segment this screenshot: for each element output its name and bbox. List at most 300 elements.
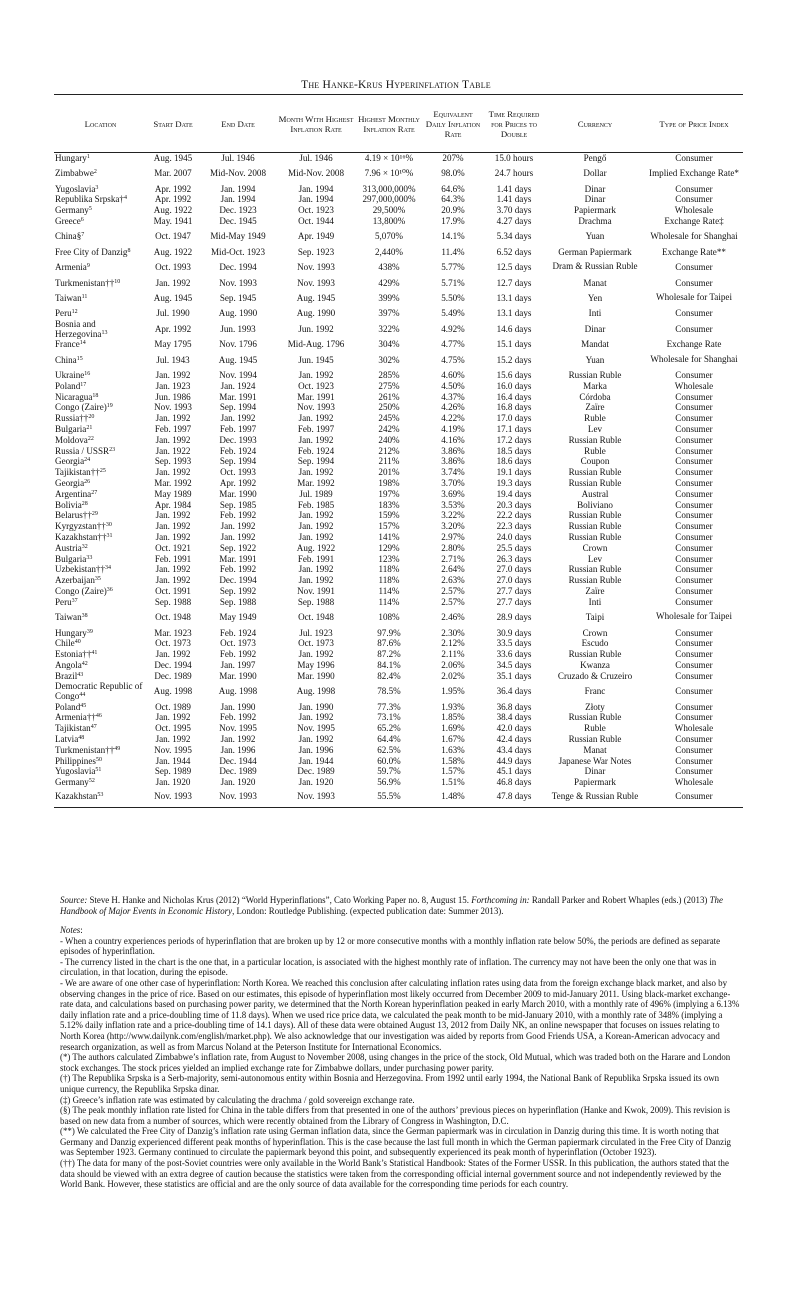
- cell-daily-rate: 2.06%: [441, 659, 465, 670]
- cell-daily-rate: 20.9%: [441, 205, 465, 216]
- cell-price-index: Consumer: [675, 308, 713, 319]
- table-row: [54, 413, 743, 424]
- note-item: - The currency listed in the chart is the one that, in a particular location, is associated with the highest monthly rate of inflation. The currency may not have been the only one that was in circulation, in that location, during the episode.: [60, 956, 717, 978]
- cell-daily-rate: 4.92%: [441, 323, 465, 334]
- cell-peak-month: Jul. 1989: [299, 488, 333, 499]
- cell-peak-month: Jan. 1990: [298, 701, 334, 712]
- cell-currency: Tenge & Russian Ruble: [545, 788, 645, 808]
- footnote-marker: 38: [81, 613, 88, 620]
- col-header-daily-rate: Equivalent Daily Inflation Rate: [423, 95, 483, 153]
- cell-doubling-time: 45.1 days: [496, 766, 532, 777]
- cell-peak-month: Jan. 1994: [298, 194, 334, 205]
- cell-peak-month: Aug. 1998: [296, 686, 336, 697]
- cell-currency: Córdoba: [579, 391, 611, 402]
- cell-start-date: Aug. 1922: [153, 205, 193, 216]
- cell-currency: Ruble: [584, 445, 606, 456]
- cell-location: [54, 434, 147, 445]
- cell-daily-rate: 64.3%: [441, 194, 465, 205]
- table-row: [54, 257, 743, 277]
- cell-start-date: Apr. 1984: [154, 499, 192, 510]
- cell-location: [54, 257, 147, 277]
- cell-price-index: Consumer: [675, 733, 713, 744]
- cell-daily-rate: 1.67%: [441, 733, 465, 744]
- cell-peak-month: Nov. 1995: [297, 723, 335, 734]
- cell-currency: Russian Ruble: [568, 434, 622, 445]
- cell-location: [54, 553, 147, 564]
- cell-end-date: Sep. 1945: [219, 293, 257, 304]
- cell-currency: Pengő: [583, 153, 607, 164]
- cell-price-index: Consumer: [675, 445, 713, 456]
- cell-monthly-rate: 429%: [378, 277, 400, 288]
- cell-monthly-rate: 313,000,000%: [362, 183, 416, 194]
- cell-price-index: Consumer: [675, 755, 713, 766]
- note-item: - When a country experiences periods of hyperinflation that are broken up by 12 or more consecutive months with a monthly inflation rate below 50%, the periods are defined as separate episodes of hyperinflation.: [60, 935, 721, 957]
- cell-doubling-time: 4.27 days: [496, 216, 532, 227]
- cell-price-index: Consumer: [675, 153, 713, 164]
- cell-price-index: Consumer: [675, 575, 713, 586]
- cell-doubling-time: 47.8 days: [483, 788, 545, 808]
- cell-peak-month: Nov. 1993: [297, 402, 335, 413]
- table-row: [54, 712, 743, 723]
- cell-daily-rate: 4.26%: [441, 402, 465, 413]
- location-name: Republika Srpska†: [55, 194, 124, 205]
- cell-daily-rate: 4.60%: [441, 370, 465, 381]
- footnote-marker: 49: [114, 745, 121, 752]
- cell-doubling-time: 22.2 days: [496, 510, 532, 521]
- cell-end-date: Jan. 1992: [220, 413, 256, 424]
- col-header-end-date: End Date: [199, 95, 277, 153]
- location-name: Germany: [55, 777, 89, 788]
- footnote-marker: 26: [84, 479, 91, 486]
- cell-daily-rate: 2.71%: [441, 553, 465, 564]
- cell-location: [54, 734, 147, 745]
- cell-start-date: Oct. 1973: [155, 638, 191, 649]
- footnote-marker: 11: [81, 294, 88, 301]
- cell-location: [54, 575, 147, 586]
- cell-doubling-time: 34.5 days: [496, 659, 532, 670]
- footnote-marker: 22: [87, 435, 94, 442]
- cell-doubling-time: 33.5 days: [496, 638, 532, 649]
- cell-location: [54, 607, 147, 627]
- location-name: Peru: [55, 596, 72, 607]
- cell-peak-month: Jan. 1992: [298, 467, 334, 478]
- cell-monthly-rate: 118%: [378, 575, 400, 586]
- notes-label: Notes: [60, 925, 81, 935]
- cell-currency: Russian Ruble: [568, 564, 622, 575]
- cell-start-date: Oct. 1991: [155, 586, 191, 596]
- cell-start-date: Sep. 1988: [154, 596, 192, 607]
- location-name: Brazil: [55, 670, 78, 681]
- table-row: [54, 564, 743, 575]
- cell-peak-month: Jun. 1992: [298, 323, 334, 334]
- table-row: [54, 488, 743, 499]
- location-name: Russia / USSR: [55, 445, 110, 456]
- location-name: Taiwan: [55, 293, 82, 304]
- table-row: [54, 510, 743, 521]
- cell-start-date: Jul. 1943: [156, 354, 190, 365]
- cell-peak-month: Sep. 1923: [297, 246, 335, 257]
- cell-peak-month: Jan. 1994: [298, 183, 334, 194]
- cell-end-date: Aug. 1998: [218, 686, 258, 697]
- cell-start-date: Oct. 1993: [155, 262, 191, 273]
- location-name: Austria: [55, 542, 82, 553]
- cell-end-date: Jan. 1994: [220, 183, 256, 194]
- cell-currency: Manat: [583, 744, 607, 755]
- cell-peak-month: Oct. 1948: [298, 612, 334, 623]
- cell-end-date: Jan. 1997: [220, 659, 256, 670]
- cell-start-date: Feb. 1991: [154, 553, 192, 564]
- cell-currency: Ruble: [584, 413, 606, 424]
- cell-start-date: Aug. 1998: [153, 686, 193, 697]
- cell-location: [54, 499, 147, 510]
- cell-currency: Dollar: [583, 168, 607, 179]
- cell-doubling-time: 1.41 days: [496, 194, 532, 205]
- cell-monthly-rate: 198%: [378, 478, 400, 489]
- table-row: [54, 216, 743, 227]
- cell-location: [54, 413, 147, 424]
- location-name: Azerbaijan: [55, 575, 95, 586]
- cell-doubling-time: 18.5 days: [496, 445, 532, 456]
- cell-price-index: Consumer: [675, 542, 713, 553]
- cell-daily-rate: 3.86%: [441, 456, 465, 467]
- cell-currency: Drachma: [578, 216, 612, 227]
- cell-currency: Mandat: [581, 339, 609, 350]
- cell-monthly-rate: 285%: [378, 370, 400, 381]
- cell-location: [54, 456, 147, 467]
- cell-price-index: Wholesale: [674, 380, 714, 391]
- cell-doubling-time: 12.7 days: [496, 277, 532, 288]
- table-row: [54, 755, 743, 766]
- cell-price-index: Consumer: [675, 262, 713, 273]
- location-name: Yugoslavia: [55, 766, 96, 777]
- cell-doubling-time: 19.4 days: [496, 488, 532, 499]
- cell-monthly-rate: 59.7%: [377, 766, 401, 777]
- cell-peak-month: Feb. 1985: [297, 499, 335, 510]
- cell-monthly-rate: 201%: [378, 467, 400, 478]
- table-row: [54, 586, 743, 597]
- cell-currency: Japanese War Notes: [558, 755, 632, 766]
- cell-monthly-rate: 2,440%: [374, 246, 404, 257]
- cell-doubling-time: 27.7 days: [496, 596, 532, 607]
- cell-doubling-time: 33.6 days: [496, 649, 532, 660]
- cell-currency: Russian Ruble: [568, 575, 622, 586]
- location-name: Tajikistan††: [55, 467, 100, 478]
- footnote-marker: 37: [71, 597, 78, 604]
- cell-daily-rate: 17.9%: [441, 216, 465, 227]
- cell-end-date: Dec. 1989: [219, 766, 257, 777]
- cell-doubling-time: 5.34 days: [496, 231, 532, 242]
- cell-monthly-rate: 197%: [378, 488, 400, 499]
- table-row: [54, 391, 743, 402]
- header-row: [54, 95, 743, 153]
- table-row: [54, 788, 743, 808]
- cell-price-index: Consumer: [675, 478, 713, 489]
- cell-location: [54, 153, 147, 164]
- cell-currency: Russian Ruble: [568, 467, 622, 478]
- cell-end-date: Mid-Nov. 2008: [210, 168, 266, 179]
- cell-price-index: Exchange Rate: [666, 339, 722, 350]
- cell-peak-month: Feb. 1997: [297, 424, 335, 435]
- cell-start-date: Oct. 1995: [155, 723, 191, 734]
- location-name: Congo (Zaire): [55, 586, 107, 596]
- cell-start-date: Mar. 2007: [154, 168, 192, 179]
- cell-currency: Dram & Russian Ruble: [552, 261, 638, 272]
- cell-location: [54, 596, 147, 607]
- note-item: (§) The peak monthly inflation rate listed for China in the table differs from that presented in one of the authors’ previous pieces on hyperinflation (Hanke and Kwok, 2009). This revision is based on new data from a number of sources, which were recently obtained from the Library of Congress in Washington, D.C.: [60, 1105, 730, 1126]
- cell-daily-rate: 64.6%: [441, 183, 465, 194]
- table-row: [54, 777, 743, 788]
- location-name: Poland: [55, 380, 81, 391]
- cell-start-date: May 1989: [154, 488, 192, 499]
- cell-daily-rate: 4.75%: [441, 354, 465, 365]
- cell-end-date: Dec. 1945: [219, 216, 257, 227]
- cell-monthly-rate: 245%: [378, 413, 400, 424]
- cell-peak-month: Nov. 1993: [297, 262, 335, 273]
- table-row: [54, 163, 743, 183]
- cell-monthly-rate: 297,000,000%: [362, 194, 416, 205]
- cell-monthly-rate: 65.2%: [377, 723, 401, 734]
- cell-monthly-rate: 108%: [378, 612, 400, 623]
- location-name: Armenia: [55, 262, 87, 273]
- cell-end-date: Mar. 1991: [219, 553, 257, 564]
- cell-monthly-rate: 123%: [378, 553, 400, 564]
- cell-currency: German Papiermark: [558, 246, 632, 257]
- footnote-marker: 24: [84, 457, 91, 464]
- cell-start-date: Jan. 1944: [155, 755, 191, 766]
- cell-doubling-time: 20.3 days: [496, 499, 532, 510]
- footnote-marker: 34: [105, 565, 112, 572]
- cell-location: [54, 532, 147, 543]
- cell-price-index: Consumer: [675, 194, 713, 205]
- table-row: [54, 445, 743, 456]
- table-row: [54, 226, 743, 246]
- location-name: Congo (Zaire): [55, 402, 107, 413]
- cell-peak-month: Jan. 1992: [298, 575, 334, 586]
- note-item: (††) The data for many of the post-Soviet countries were only available in the World Bank’s Statistical Handbook: States of the Former USSR. In this publication, the authors stated that the data should be viewed with an extra degree of caution because the statistics were taken from the corresponding official internal government source and not independently reviewed by the World Bank. However, these statistics are official and are the only source of data available for the corresponding time periods for each country.: [60, 1158, 729, 1190]
- cell-location: [54, 542, 147, 553]
- table-title: The Hanke-Krus Hyperinflation Table: [301, 79, 491, 91]
- cell-doubling-time: 46.8 days: [496, 777, 532, 788]
- table-row: [54, 499, 743, 510]
- cell-doubling-time: 6.52 days: [496, 246, 532, 257]
- cell-location: [54, 627, 147, 638]
- cell-start-date: Jan. 1920: [155, 777, 191, 788]
- cell-start-date: Sep. 1989: [154, 766, 192, 777]
- cell-location: [54, 712, 147, 723]
- location-name: Belarus††: [55, 510, 92, 521]
- cell-currency: Zaïre: [585, 402, 605, 413]
- cell-start-date: Jan. 1992: [155, 434, 191, 445]
- cell-doubling-time: 17.2 days: [496, 434, 532, 445]
- cell-start-date: Jan. 1992: [155, 733, 191, 744]
- cell-currency: Inti: [588, 308, 602, 319]
- cell-price-index: Consumer: [645, 788, 743, 808]
- source-forthcoming: Forthcoming in:: [471, 895, 530, 905]
- cell-currency: Taipi: [585, 612, 605, 623]
- cell-start-date: Jan. 1992: [155, 413, 191, 424]
- cell-monthly-rate: 250%: [378, 402, 400, 413]
- cell-end-date: Apr. 1992: [219, 478, 257, 489]
- footnote-marker: 19: [106, 403, 113, 410]
- cell-start-date: Dec. 1994: [154, 659, 192, 670]
- location-name: Bulgaria: [55, 424, 87, 435]
- location-name: Kazakhstan: [55, 791, 98, 802]
- location-name: Georgia: [55, 456, 85, 467]
- table-row: [54, 723, 743, 734]
- footnote-marker: 4: [123, 195, 127, 202]
- cell-daily-rate: 1.58%: [441, 755, 465, 766]
- table-row: [54, 350, 743, 370]
- cell-daily-rate: 5.71%: [441, 277, 465, 288]
- cell-location: [54, 277, 147, 288]
- col-header-location: Location: [54, 95, 147, 153]
- cell-end-date: Nov. 1993: [219, 277, 257, 288]
- table-row: [54, 288, 743, 308]
- location-name: Uzbekistan††: [55, 564, 106, 575]
- footnote-marker: 50: [95, 756, 102, 763]
- table-row: [54, 553, 743, 564]
- table-row: [54, 532, 743, 543]
- cell-peak-month: Aug. 1945: [296, 293, 336, 304]
- cell-doubling-time: 17.0 days: [496, 413, 532, 424]
- cell-peak-month: Jan. 1992: [298, 532, 334, 543]
- cell-start-date: Oct. 1921: [155, 542, 191, 553]
- cell-peak-month: Jul. 1923: [299, 627, 333, 638]
- cell-daily-rate: 2.64%: [441, 564, 465, 575]
- cell-start-date: Jan. 1992: [155, 370, 191, 381]
- cell-end-date: Sep. 1994: [219, 402, 257, 413]
- cell-daily-rate: 2.02%: [441, 670, 465, 681]
- cell-price-index: Consumer: [675, 277, 713, 288]
- location-name: Argentina: [55, 488, 92, 499]
- cell-doubling-time: 15.2 days: [496, 354, 532, 365]
- cell-doubling-time: 27.0 days: [496, 564, 532, 575]
- cell-daily-rate: 1.51%: [441, 777, 465, 788]
- cell-currency: Austral: [581, 488, 609, 499]
- cell-doubling-time: 24.0 days: [496, 532, 532, 543]
- location-name: Ukraine: [55, 370, 85, 381]
- cell-peak-month: Jan. 1992: [298, 370, 334, 381]
- cell-monthly-rate: 240%: [378, 434, 400, 445]
- cell-end-date: Sep. 1992: [219, 586, 257, 596]
- cell-end-date: Feb. 1924: [219, 627, 257, 638]
- cell-end-date: Dec. 1923: [219, 205, 257, 216]
- col-header-start-date: Start Date: [147, 95, 199, 153]
- location-name: Nicaragua: [55, 391, 93, 402]
- location-name: Free City of Danzig: [55, 246, 128, 257]
- cell-start-date: Jan. 1992: [155, 564, 191, 575]
- cell-end-date: Feb. 1992: [219, 712, 257, 723]
- cell-currency: Russian Ruble: [568, 712, 622, 723]
- cell-monthly-rate: 87.6%: [377, 638, 401, 649]
- cell-daily-rate: 3.74%: [441, 467, 465, 478]
- cell-location: [54, 744, 147, 755]
- cell-end-date: Mid-Oct. 1923: [210, 246, 266, 257]
- cell-monthly-rate: 114%: [378, 586, 400, 596]
- cell-currency: Russian Ruble: [568, 370, 622, 381]
- cell-price-index: Consumer: [675, 596, 713, 607]
- footnote-marker: 43: [77, 671, 84, 678]
- location-name: Bulgaria: [55, 553, 87, 564]
- cell-peak-month: Oct. 1923: [298, 380, 334, 391]
- table-row: [54, 434, 743, 445]
- cell-peak-month: Jan. 1992: [298, 712, 334, 723]
- footnote-marker: 33: [86, 554, 93, 561]
- cell-currency: Zaïre: [585, 586, 605, 596]
- cell-monthly-rate: 159%: [378, 510, 400, 521]
- footnote-marker: 18: [92, 392, 99, 399]
- cell-peak-month: Mar. 1991: [297, 391, 335, 402]
- cell-doubling-time: 13.1 days: [496, 293, 532, 304]
- cell-monthly-rate: 302%: [378, 354, 400, 365]
- footnote-marker: 36: [106, 587, 113, 593]
- cell-monthly-rate: 73.1%: [377, 712, 401, 723]
- cell-doubling-time: 15.1 days: [496, 339, 532, 350]
- cell-doubling-time: 15.0 hours: [494, 153, 534, 164]
- footnote-marker: 42: [81, 660, 88, 667]
- cell-end-date: Feb. 1992: [219, 649, 257, 660]
- footnote-marker: 28: [81, 500, 88, 507]
- cell-end-date: Sep. 1985: [219, 499, 257, 510]
- cell-peak-month: Jan. 1996: [298, 744, 334, 755]
- cell-peak-month: May 1996: [297, 659, 335, 670]
- cell-end-date: Nov. 1796: [219, 339, 257, 350]
- footnote-marker: 6: [80, 217, 84, 224]
- cell-location: [54, 183, 147, 194]
- cell-price-index: Consumer: [675, 701, 713, 712]
- cell-end-date: Dec. 1944: [219, 755, 257, 766]
- cell-daily-rate: 2.30%: [441, 627, 465, 638]
- table-row: [54, 339, 743, 350]
- table-row: [54, 308, 743, 319]
- cell-currency: Lev: [587, 553, 603, 564]
- table-row: [54, 744, 743, 755]
- table-row: [54, 607, 743, 627]
- cell-currency: Dinar: [584, 766, 606, 777]
- col-header-peak-month: Month With Highest Inflation Rate: [277, 95, 355, 153]
- cell-peak-month: Feb. 1924: [297, 445, 335, 456]
- cell-monthly-rate: 5,070%: [374, 231, 404, 242]
- cell-price-index: Consumer: [675, 510, 713, 521]
- cell-price-index: Wholesale: [674, 205, 714, 216]
- cell-location: [54, 788, 147, 808]
- cell-doubling-time: 35.1 days: [496, 670, 532, 681]
- table-row: [54, 649, 743, 660]
- cell-currency: Russian Ruble: [568, 649, 622, 660]
- location-name: Zimbabwe: [55, 168, 94, 179]
- footnote-marker: 17: [80, 381, 87, 388]
- cell-monthly-rate: 304%: [378, 339, 400, 350]
- cell-peak-month: Aug. 1990: [296, 308, 336, 319]
- cell-daily-rate: 1.69%: [441, 723, 465, 734]
- cell-monthly-rate: 62.5%: [377, 744, 401, 755]
- cell-peak-month: Jan. 1992: [298, 521, 334, 532]
- table-header: [54, 95, 743, 153]
- table-row: [54, 660, 743, 671]
- cell-doubling-time: 16.4 days: [496, 391, 532, 402]
- cell-monthly-rate: 438%: [378, 262, 400, 273]
- cell-location: [54, 370, 147, 381]
- table-row: [54, 183, 743, 194]
- cell-end-date: Dec. 1994: [219, 575, 257, 586]
- footnote-marker: 23: [109, 446, 116, 453]
- cell-location: [54, 339, 147, 350]
- cell-peak-month: Jun. 1945: [298, 354, 334, 365]
- cell-price-index: Wholesale: [674, 777, 714, 788]
- source-text-3: , London: Routledge Publishing. (expected publication date: Summer 2013).: [232, 905, 504, 916]
- footnote-marker: 32: [81, 543, 88, 550]
- location-name: Peru: [55, 308, 72, 319]
